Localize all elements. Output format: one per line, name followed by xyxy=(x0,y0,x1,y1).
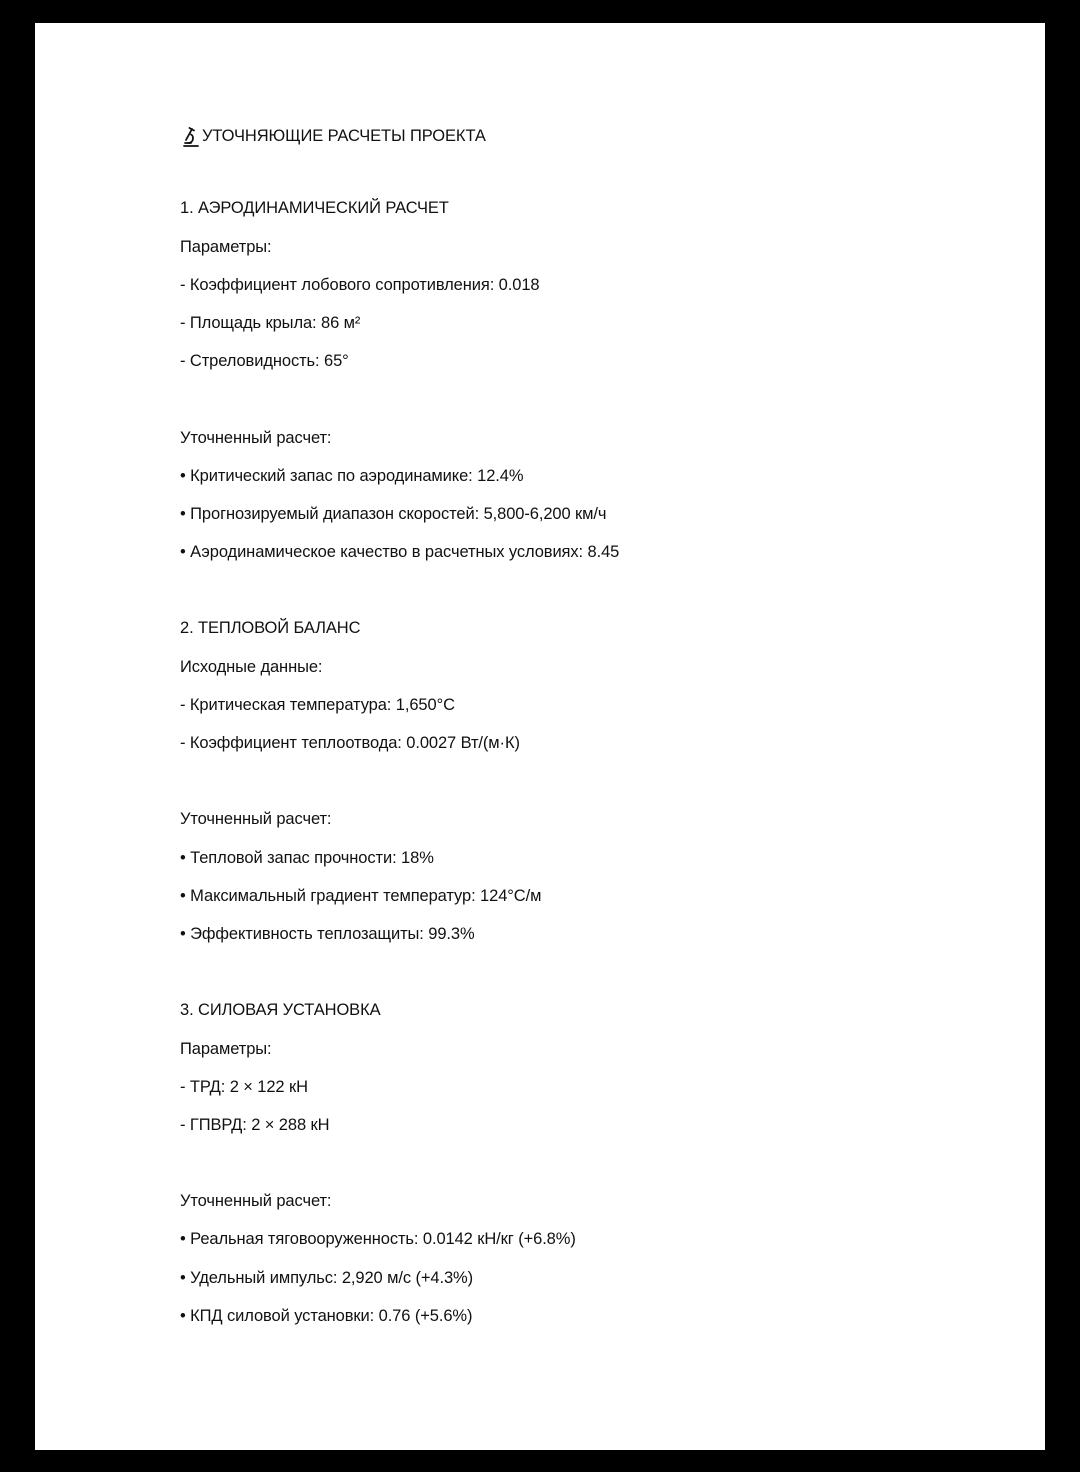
section-result-label: Уточненный расчет: xyxy=(180,1192,332,1211)
document-content xyxy=(180,117,980,1339)
param-item: - Площадь крыла: 86 м² xyxy=(180,313,361,332)
result-item: • Тепловой запас прочности: 18% xyxy=(180,848,434,867)
section-result-label: Уточненный расчет: xyxy=(180,810,332,829)
param-item: - Коэффициент теплоотвода: 0.0027 Вт/(м·К) xyxy=(180,734,520,752)
result-item: • КПД силовой установки: 0.76 (+5.6%) xyxy=(180,1306,473,1325)
document-title-line xyxy=(180,117,980,155)
result-item: • Удельный импульс: 2,920 м/с (+4.3%) xyxy=(180,1268,474,1287)
result-item: • Эффективность теплозащиты: 99.3% xyxy=(180,924,475,943)
result-item: • Реальная тяговооруженность: 0.0142 кН/кг (+6.8%) xyxy=(180,1230,576,1249)
document-page xyxy=(35,23,1045,1450)
section-heading: 1. АЭРОДИНАМИЧЕСКИЙ РАСЧЕТ xyxy=(180,199,449,218)
spacer xyxy=(180,384,980,422)
result-item: • Прогнозируемый диапазон скоростей: 5,800-6,200 км/ч xyxy=(180,504,607,523)
param-item: - ТРД: 2 × 122 кН xyxy=(180,1077,308,1096)
document-title: УТОЧНЯЮЩИЕ РАСЧЕТЫ ПРОЕКТА xyxy=(202,127,486,146)
result-item: • Максимальный градиент температур: 124°C/м xyxy=(180,886,542,905)
section-heading: 3. СИЛОВАЯ УСТАНОВКА xyxy=(180,1001,381,1020)
spacer xyxy=(180,575,980,613)
section-params-label: Параметры: xyxy=(180,237,272,256)
section-params-label: Исходные данные: xyxy=(180,657,323,676)
param-item: - Критическая температура: 1,650°C xyxy=(180,695,455,714)
param-item: - Стреловидность: 65° xyxy=(180,352,349,371)
param-item: - ГПВРД: 2 × 288 кН xyxy=(180,1115,330,1134)
spacer xyxy=(180,1148,980,1186)
result-item: • Критический запас по аэродинамике: 12.4% xyxy=(180,466,524,485)
spacer xyxy=(180,957,980,995)
spacer xyxy=(180,766,980,804)
microscope-icon xyxy=(180,126,200,148)
result-item: • Аэродинамическое качество в расчетных условиях: 8.45 xyxy=(180,543,620,562)
param-item: - Коэффициент лобового сопротивления: 0.018 xyxy=(180,275,540,294)
section-params-label: Параметры: xyxy=(180,1039,272,1058)
section-heading: 2. ТЕПЛОВОЙ БАЛАНС xyxy=(180,619,361,638)
section-result-label: Уточненный расчет: xyxy=(180,428,332,447)
spacer xyxy=(180,155,980,193)
